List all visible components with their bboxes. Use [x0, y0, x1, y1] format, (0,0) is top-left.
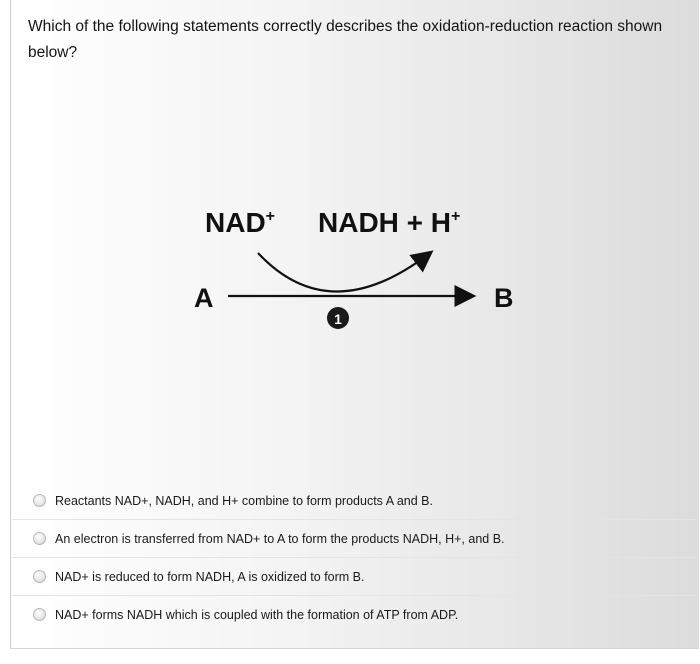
question-text: Which of the following statements correctly describes the oxidation-reduction reaction shown below?: [28, 18, 663, 61]
product-b-label: B: [494, 283, 514, 313]
answer-option-1[interactable]: [12, 482, 698, 519]
radio-button-icon[interactable]: [33, 570, 46, 583]
coenzyme-curved-arrow: [258, 253, 430, 292]
answer-option-4[interactable]: [12, 595, 698, 633]
radio-button-icon[interactable]: [33, 532, 46, 545]
answer-option-label: An electron is transferred from NAD+ to A to form the products NADH, H+, and B.: [55, 531, 505, 546]
answer-options: [12, 482, 698, 633]
answer-option-label: Reactants NAD+, NADH, and H+ combine to form products A and B.: [55, 493, 433, 508]
reaction-diagram-svg: [180, 195, 540, 345]
reactant-a-label: A: [194, 283, 214, 313]
step-number-text: 1: [334, 311, 342, 327]
answer-option-label: NAD+ is reduced to form NADH, A is oxidized to form B.: [55, 569, 365, 584]
answer-option-2[interactable]: [12, 519, 698, 557]
answer-option-label: NAD+ forms NADH which is coupled with the formation of ATP from ADP.: [55, 607, 459, 622]
radio-button-icon[interactable]: [33, 494, 46, 507]
reaction-diagram: [180, 195, 540, 345]
nadh-h-label: NADH + H+: [318, 207, 461, 238]
answer-option-3[interactable]: [12, 557, 698, 595]
radio-button-icon[interactable]: [33, 608, 46, 621]
nad-plus-label: NAD+: [205, 207, 276, 238]
